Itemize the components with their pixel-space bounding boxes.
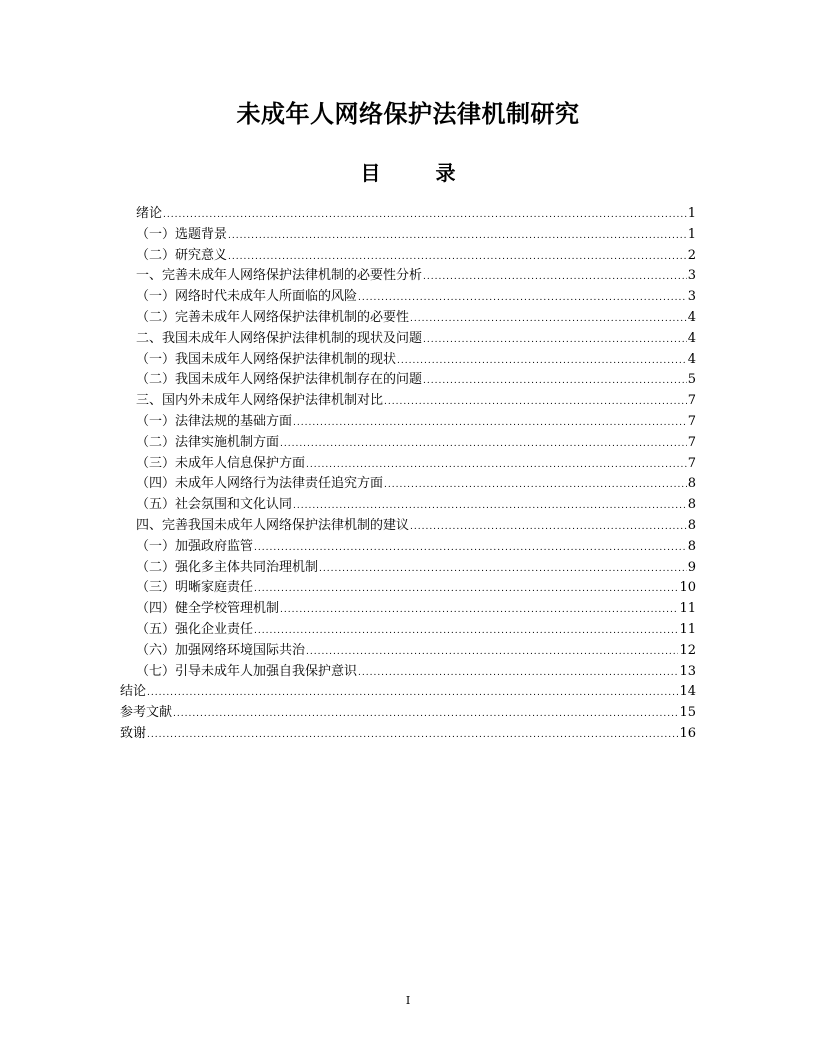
toc-entry-label: （二）法律实施机制方面 — [136, 434, 280, 450]
toc-dot-leader — [173, 704, 678, 725]
toc-entry[interactable] — [136, 599, 696, 620]
toc-dot-leader — [163, 205, 687, 226]
toc-dot-leader — [410, 309, 687, 330]
toc-dot-leader — [280, 600, 678, 621]
toc-entry-label: （一）选题背景 — [136, 226, 228, 242]
toc-entry-page-number: 16 — [679, 725, 696, 741]
toc-dot-leader — [293, 496, 687, 517]
toc-entry[interactable] — [136, 246, 696, 267]
toc-entry[interactable] — [136, 662, 696, 683]
toc-entry-page-number: 7 — [687, 393, 696, 409]
toc-dot-leader — [384, 475, 687, 496]
toc-entry-page-number: 1 — [687, 226, 696, 242]
toc-entry-page-number: 7 — [687, 434, 696, 450]
toc-entry-label: （六）加强网络环境国际共治 — [136, 642, 306, 658]
toc-entry-label: 结论 — [120, 684, 147, 700]
toc-entry[interactable] — [136, 287, 696, 308]
toc-entry-page-number: 4 — [687, 330, 696, 346]
toc-dot-leader — [147, 725, 678, 746]
toc-entry-page-number: 7 — [687, 455, 696, 471]
toc-entry-label: （七）引导未成年人加强自我保护意识 — [136, 663, 358, 679]
toc-entry-page-number: 14 — [679, 684, 696, 700]
toc-entry[interactable] — [136, 412, 696, 433]
toc-entry[interactable] — [136, 433, 696, 454]
toc-entry-label: （一）加强政府监管 — [136, 538, 254, 554]
toc-entry-label: （一）我国未成年人网络保护法律机制的现状 — [136, 351, 397, 367]
toc-entry[interactable] — [136, 474, 696, 495]
toc-entry-label: （五）社会氛围和文化认同 — [136, 497, 293, 513]
toc-dot-leader — [358, 288, 687, 309]
toc-entry-page-number: 5 — [687, 372, 696, 388]
toc-entry-label: 三、国内外未成年人网络保护法律机制对比 — [136, 393, 384, 409]
toc-entry-label: （三）明晰家庭责任 — [136, 580, 254, 596]
toc-entry-page-number: 8 — [687, 497, 696, 513]
toc-entry[interactable] — [136, 266, 696, 287]
toc-entry[interactable] — [136, 641, 696, 662]
toc-dot-leader — [280, 434, 687, 455]
toc-entry-page-number: 7 — [687, 413, 696, 429]
toc-entry-page-number: 3 — [687, 268, 696, 284]
toc-entry-label: （二）我国未成年人网络保护法律机制存在的问题 — [136, 372, 423, 388]
toc-entry-label: （五）强化企业责任 — [136, 621, 254, 637]
toc-entry-label: 参考文献 — [120, 705, 173, 721]
toc-entry-page-number: 13 — [679, 663, 696, 679]
toc-entry[interactable] — [136, 308, 696, 329]
toc-dot-leader — [254, 579, 678, 600]
toc-entry[interactable] — [136, 329, 696, 350]
toc-entry-page-number: 8 — [687, 517, 696, 533]
toc-entry[interactable] — [136, 350, 696, 371]
toc-dot-leader — [228, 226, 687, 247]
toc-entry-label: 一、完善未成年人网络保护法律机制的必要性分析 — [136, 268, 423, 284]
toc-entry-label: （一）法律法规的基础方面 — [136, 413, 293, 429]
toc-dot-leader — [228, 247, 687, 268]
toc-entry-label: （二）研究意义 — [136, 247, 228, 263]
toc-entry-label: 四、完善我国未成年人网络保护法律机制的建议 — [136, 517, 410, 533]
toc-entry[interactable] — [136, 516, 696, 537]
toc-entry-label: 二、我国未成年人网络保护法律机制的现状及问题 — [136, 330, 423, 346]
toc-entry[interactable] — [136, 454, 696, 475]
toc-entry-label: （三）未成年人信息保护方面 — [136, 455, 306, 471]
toc-entry-label: 绪论 — [136, 206, 163, 221]
toc-dot-leader — [423, 330, 687, 351]
toc-entry-label: （一）网络时代未成年人所面临的风险 — [136, 289, 358, 305]
toc-entry[interactable] — [136, 558, 696, 579]
toc-entry-page-number: 8 — [687, 538, 696, 554]
toc-dot-leader — [410, 517, 687, 538]
toc-entry[interactable] — [136, 537, 696, 558]
toc-entry[interactable] — [120, 682, 696, 703]
table-of-contents — [120, 204, 696, 745]
toc-entry-page-number: 11 — [679, 621, 696, 637]
toc-entry[interactable] — [136, 225, 696, 246]
toc-dot-leader — [423, 267, 687, 288]
document-title: 未成年人网络保护法律机制研究 — [236, 100, 580, 128]
toc-entry-page-number: 9 — [687, 559, 696, 575]
toc-entry-label: （四）未成年人网络行为法律责任追究方面 — [136, 476, 384, 492]
toc-entry[interactable] — [136, 370, 696, 391]
toc-dot-leader — [293, 413, 687, 434]
toc-entry-label: 致谢 — [120, 725, 147, 741]
toc-dot-leader — [147, 683, 678, 704]
toc-dot-leader — [384, 392, 687, 413]
toc-entry-page-number: 1 — [687, 206, 696, 221]
toc-entry-page-number: 10 — [679, 580, 696, 596]
toc-entry-label: （二）强化多主体共同治理机制 — [136, 559, 319, 575]
toc-entry-page-number: 2 — [687, 247, 696, 263]
toc-entry[interactable] — [120, 724, 696, 745]
toc-dot-leader — [254, 538, 687, 559]
toc-entry-page-number: 8 — [687, 476, 696, 492]
toc-entry-page-number: 15 — [679, 705, 696, 721]
toc-dot-leader — [423, 371, 687, 392]
toc-heading: 目 录 — [360, 161, 480, 185]
toc-entry-page-number: 4 — [687, 309, 696, 325]
toc-dot-leader — [319, 559, 687, 580]
toc-entry[interactable] — [136, 204, 696, 225]
toc-entry[interactable] — [136, 620, 696, 641]
toc-entry-page-number: 4 — [687, 351, 696, 367]
toc-dot-leader — [306, 455, 687, 476]
toc-entry-label: （二）完善未成年人网络保护法律机制的必要性 — [136, 309, 410, 325]
toc-entry-label: （四）健全学校管理机制 — [136, 601, 280, 617]
toc-dot-leader — [397, 351, 687, 372]
toc-dot-leader — [306, 642, 678, 663]
toc-entry[interactable] — [120, 703, 696, 724]
toc-dot-leader — [358, 663, 678, 684]
toc-entry[interactable] — [136, 578, 696, 599]
toc-entry-page-number: 3 — [687, 289, 696, 305]
page-number: I — [405, 994, 411, 1007]
toc-entry[interactable] — [136, 495, 696, 516]
toc-dot-leader — [254, 621, 678, 642]
toc-entry-page-number: 11 — [679, 601, 696, 617]
toc-entry[interactable] — [136, 391, 696, 412]
toc-entry-page-number: 12 — [679, 642, 696, 658]
